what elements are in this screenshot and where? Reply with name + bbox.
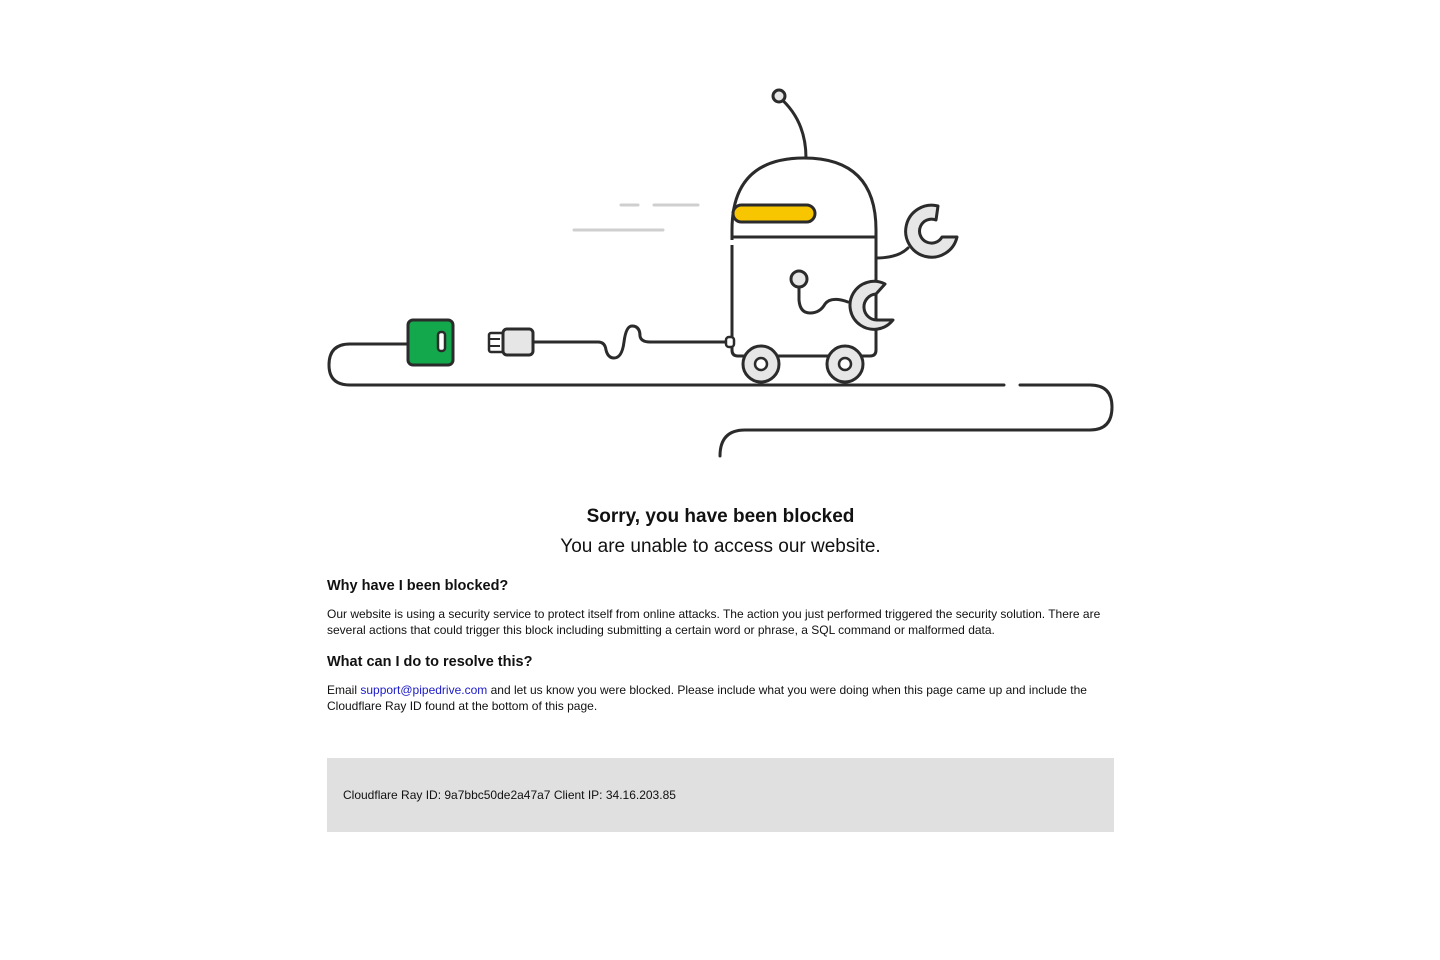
ray-id-value: 9a7bbc50de2a47a7 [444, 788, 551, 802]
resolve-prefix: Email [327, 683, 361, 697]
support-email-link[interactable]: support@pipedrive.com [360, 683, 488, 697]
ray-id-label: Cloudflare Ray ID: [343, 788, 445, 802]
resolve-suffix: and let us know you were blocked. Please include what you were doing when this page came up and include the Cloudflare Ray ID found at the bottom of this page. [327, 683, 1087, 713]
page-subtitle: You are unable to access our website. [560, 536, 881, 557]
why-blocked-heading: Why have I been blocked? [327, 578, 509, 594]
page-title: Sorry, you have been blocked [586, 506, 855, 527]
client-ip-label: Client IP: [550, 788, 606, 802]
resolve-text [327, 682, 1114, 714]
message-content [327, 504, 1114, 714]
ray-id-footer [327, 758, 1114, 832]
robot-unplugged-icon [320, 80, 1120, 470]
client-ip-value: 34.16.203.85 [605, 788, 676, 802]
resolve-heading: What can I do to resolve this? [327, 654, 533, 670]
why-blocked-text: Our website is using a security service to protect itself from online attacks. The action you just performed triggered the security solution. There are several actions that could trigger this block including submitting a certain word or phrase, a SQL command or malformed data. [327, 607, 1101, 637]
